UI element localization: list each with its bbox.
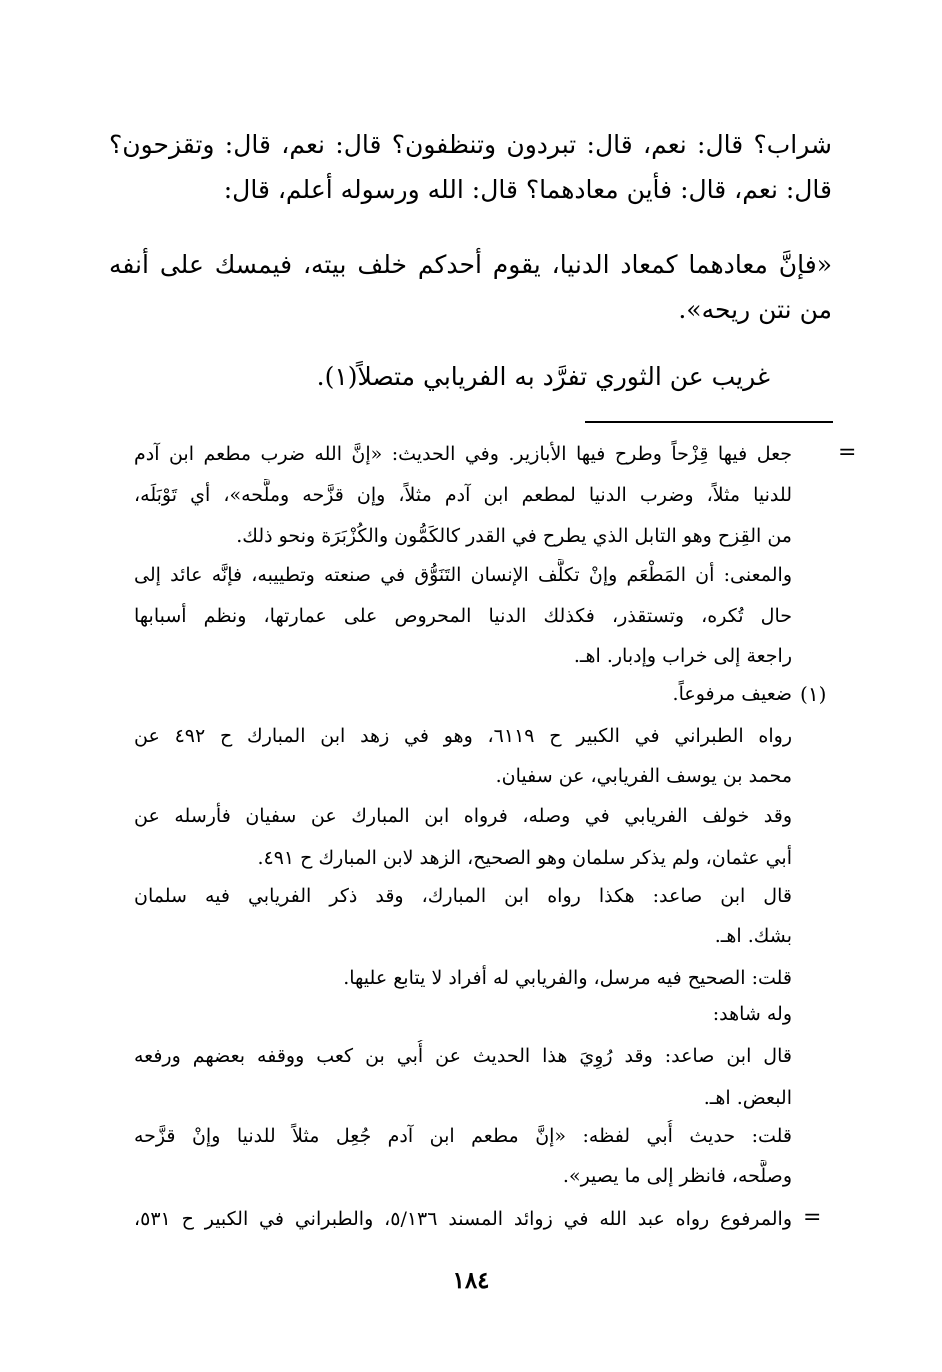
footnote-line-2: للدنيا مثلاً، وضرب الدنيا لمطعم ابن آدم مثلاً، وإن قزَّحه وملَّحه»، أي تَوْبَلَه، (134, 484, 792, 506)
footnote-line-16: قال ابن صاعد: وقد رُوِيَ هذا الحديث عن أُبي بن كعب ووقفه بعضهم ورفعه (134, 1045, 792, 1067)
footnote-number: (١) (800, 682, 827, 706)
footnote-line-8: رواه الطبراني في الكبير ح ٦١١٩، وهو في زهد ابن المبارك ح ٤٩٢ عن (134, 725, 792, 747)
main-text-line-3: «فإنَّ معادهما كمعاد الدنيا، يقوم أحدكم خلف بيته، فيمسك على أنفه (109, 250, 832, 279)
continuation-marker: = (838, 440, 857, 465)
footnote-line-11: أبي عثمان، ولم يذكر سلمان وهو الصحيح، الزهد لابن المبارك ح ٤٩١. (257, 847, 792, 869)
footnote-line-12: قال ابن صاعد: هكذا رواه ابن المبارك، وقد ذكر الفريابي فيه سلمان (134, 885, 792, 907)
footnote-line-9: محمد بن يوسف الفريابي، عن سفيان. (495, 765, 792, 787)
footnote-line-10: وقد خولف الفريابي في وصله، فرواه ابن المبارك عن سفيان فأرسله عن (134, 805, 792, 827)
footnote-line-20: والمرفوع رواه عبد الله في زوائد المسند ٥/١٣٦، والطبراني في الكبير ح ٥٣١، (134, 1208, 792, 1230)
end-marker: = (803, 1205, 822, 1230)
footnote-separator (585, 421, 833, 423)
footnote-line-7: ضعيف مرفوعاً. (672, 683, 792, 705)
page-number: ١٨٤ (452, 1267, 490, 1294)
main-text-line-4: من نتن ريحه». (678, 295, 832, 324)
footnote-line-1: جعل فيها قِزْحاً وطرح فيها الأبازير. وفي الحديث: «إنَّ الله ضرب مطعم ابن آدم (134, 443, 792, 465)
footnote-line-14: قلت: الصحيح فيه مرسل، والفريابي له أفراد لا يتابع عليها. (343, 967, 792, 989)
footnote-line-3: من القِزح وهو التابل الذي يطرح في القدر كالكَمُّون والكُزْبَرَة ونحو ذلك. (236, 525, 792, 547)
footnote-line-15: وله شاهد: (712, 1003, 792, 1025)
footnote-line-13: بشك. اهـ. (714, 925, 792, 947)
footnote-line-19: وصلَّحه، فانظر إلى ما يصير». (562, 1165, 792, 1187)
main-text-line-2: قال: نعم، قال: فأين معادهما؟ قال: الله ورسوله أعلم، قال: (223, 175, 832, 204)
footnote-line-4: والمعنى: أن المَطْعَم وإنْ تكلَّف الإنسان التَنَوُّق في صنعته وتطييبه، فإنَّه عائد إلى (134, 564, 792, 586)
footnote-line-18: قلت: حديث أُبي لفظه: «إنَّ مطعم ابن آدم جُعِل مثلاً للدنيا وإنْ قزَّحه (134, 1125, 792, 1147)
footnote-line-6: راجعة إلى خراب وإدبار. اهـ. (573, 645, 792, 667)
footnote-line-5: حال تُكره، وتستقذر، فكذلك الدنيا المحروص على عمارتها، ونظم أسبابها (134, 605, 792, 627)
main-text-line-5: غريب عن الثوري تفرَّد به الفريابي متصلاً(١). (316, 362, 770, 391)
main-text-line-1: شراب؟ قال: نعم، قال: تبردون وتنظفون؟ قال: نعم، قال: وتقزحون؟ (109, 130, 832, 159)
footnote-line-17: البعض. اهـ. (703, 1087, 792, 1109)
